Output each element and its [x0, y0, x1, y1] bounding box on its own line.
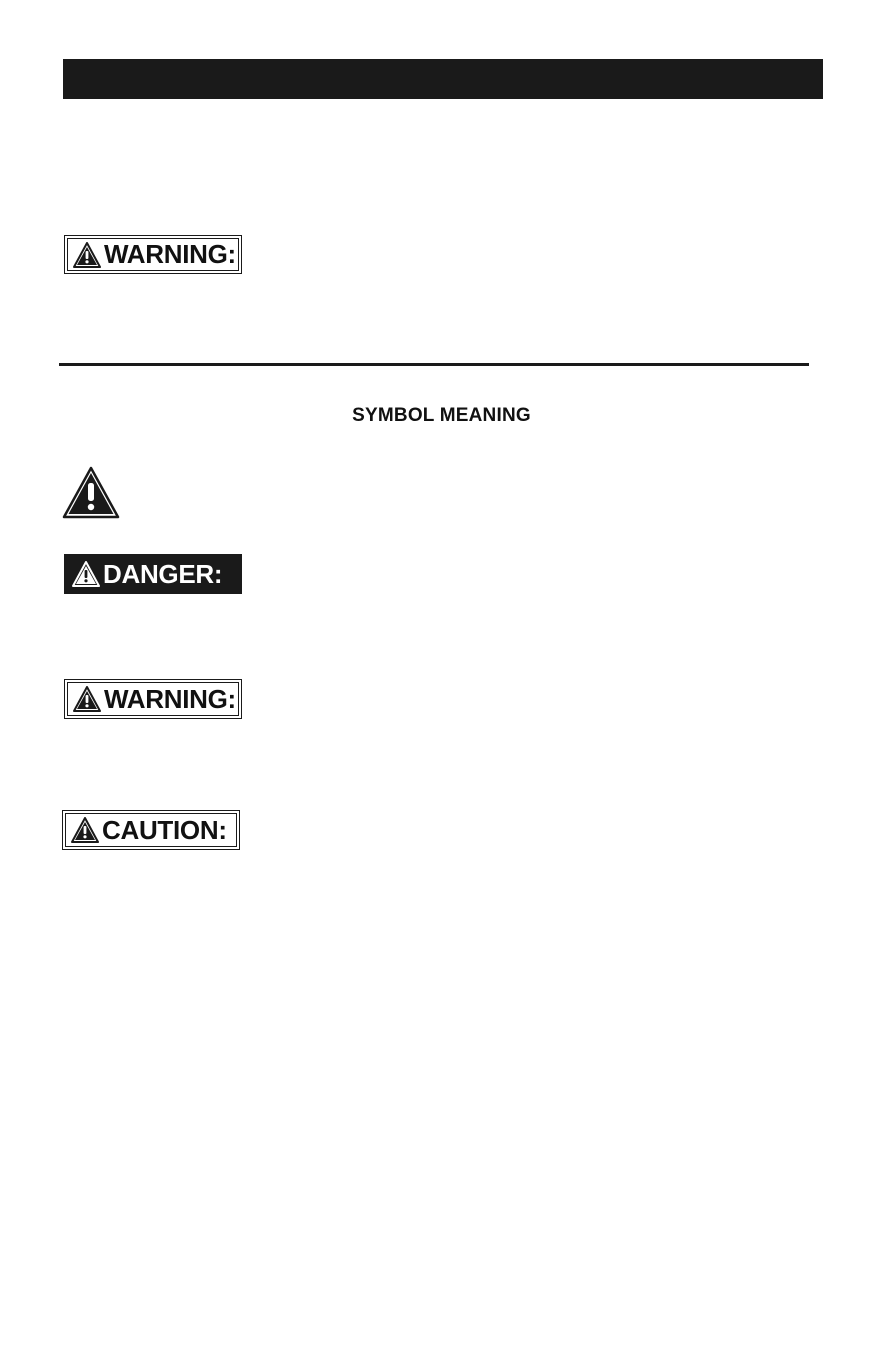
- warning-label-text: WARNING:: [104, 683, 236, 714]
- safety-alert-triangle-icon: [72, 561, 100, 587]
- warning-label-text: WARNING:: [104, 239, 236, 269]
- safety-alert-triangle-icon: [73, 242, 101, 268]
- safety-alert-triangle-icon: [71, 817, 99, 843]
- horizontal-rule: [59, 363, 809, 366]
- danger-label: [64, 554, 242, 594]
- safety-alert-symbol-icon: [62, 466, 120, 519]
- warning-label-top: [64, 235, 242, 274]
- safety-alert-triangle-icon: [73, 686, 101, 712]
- warning-label: [64, 679, 242, 719]
- section-title: SYMBOL MEANING: [352, 405, 531, 426]
- caution-label-text: CAUTION:: [102, 814, 227, 845]
- danger-label-text: DANGER:: [103, 558, 223, 589]
- caution-label: [62, 810, 240, 850]
- header-bar: [63, 59, 823, 99]
